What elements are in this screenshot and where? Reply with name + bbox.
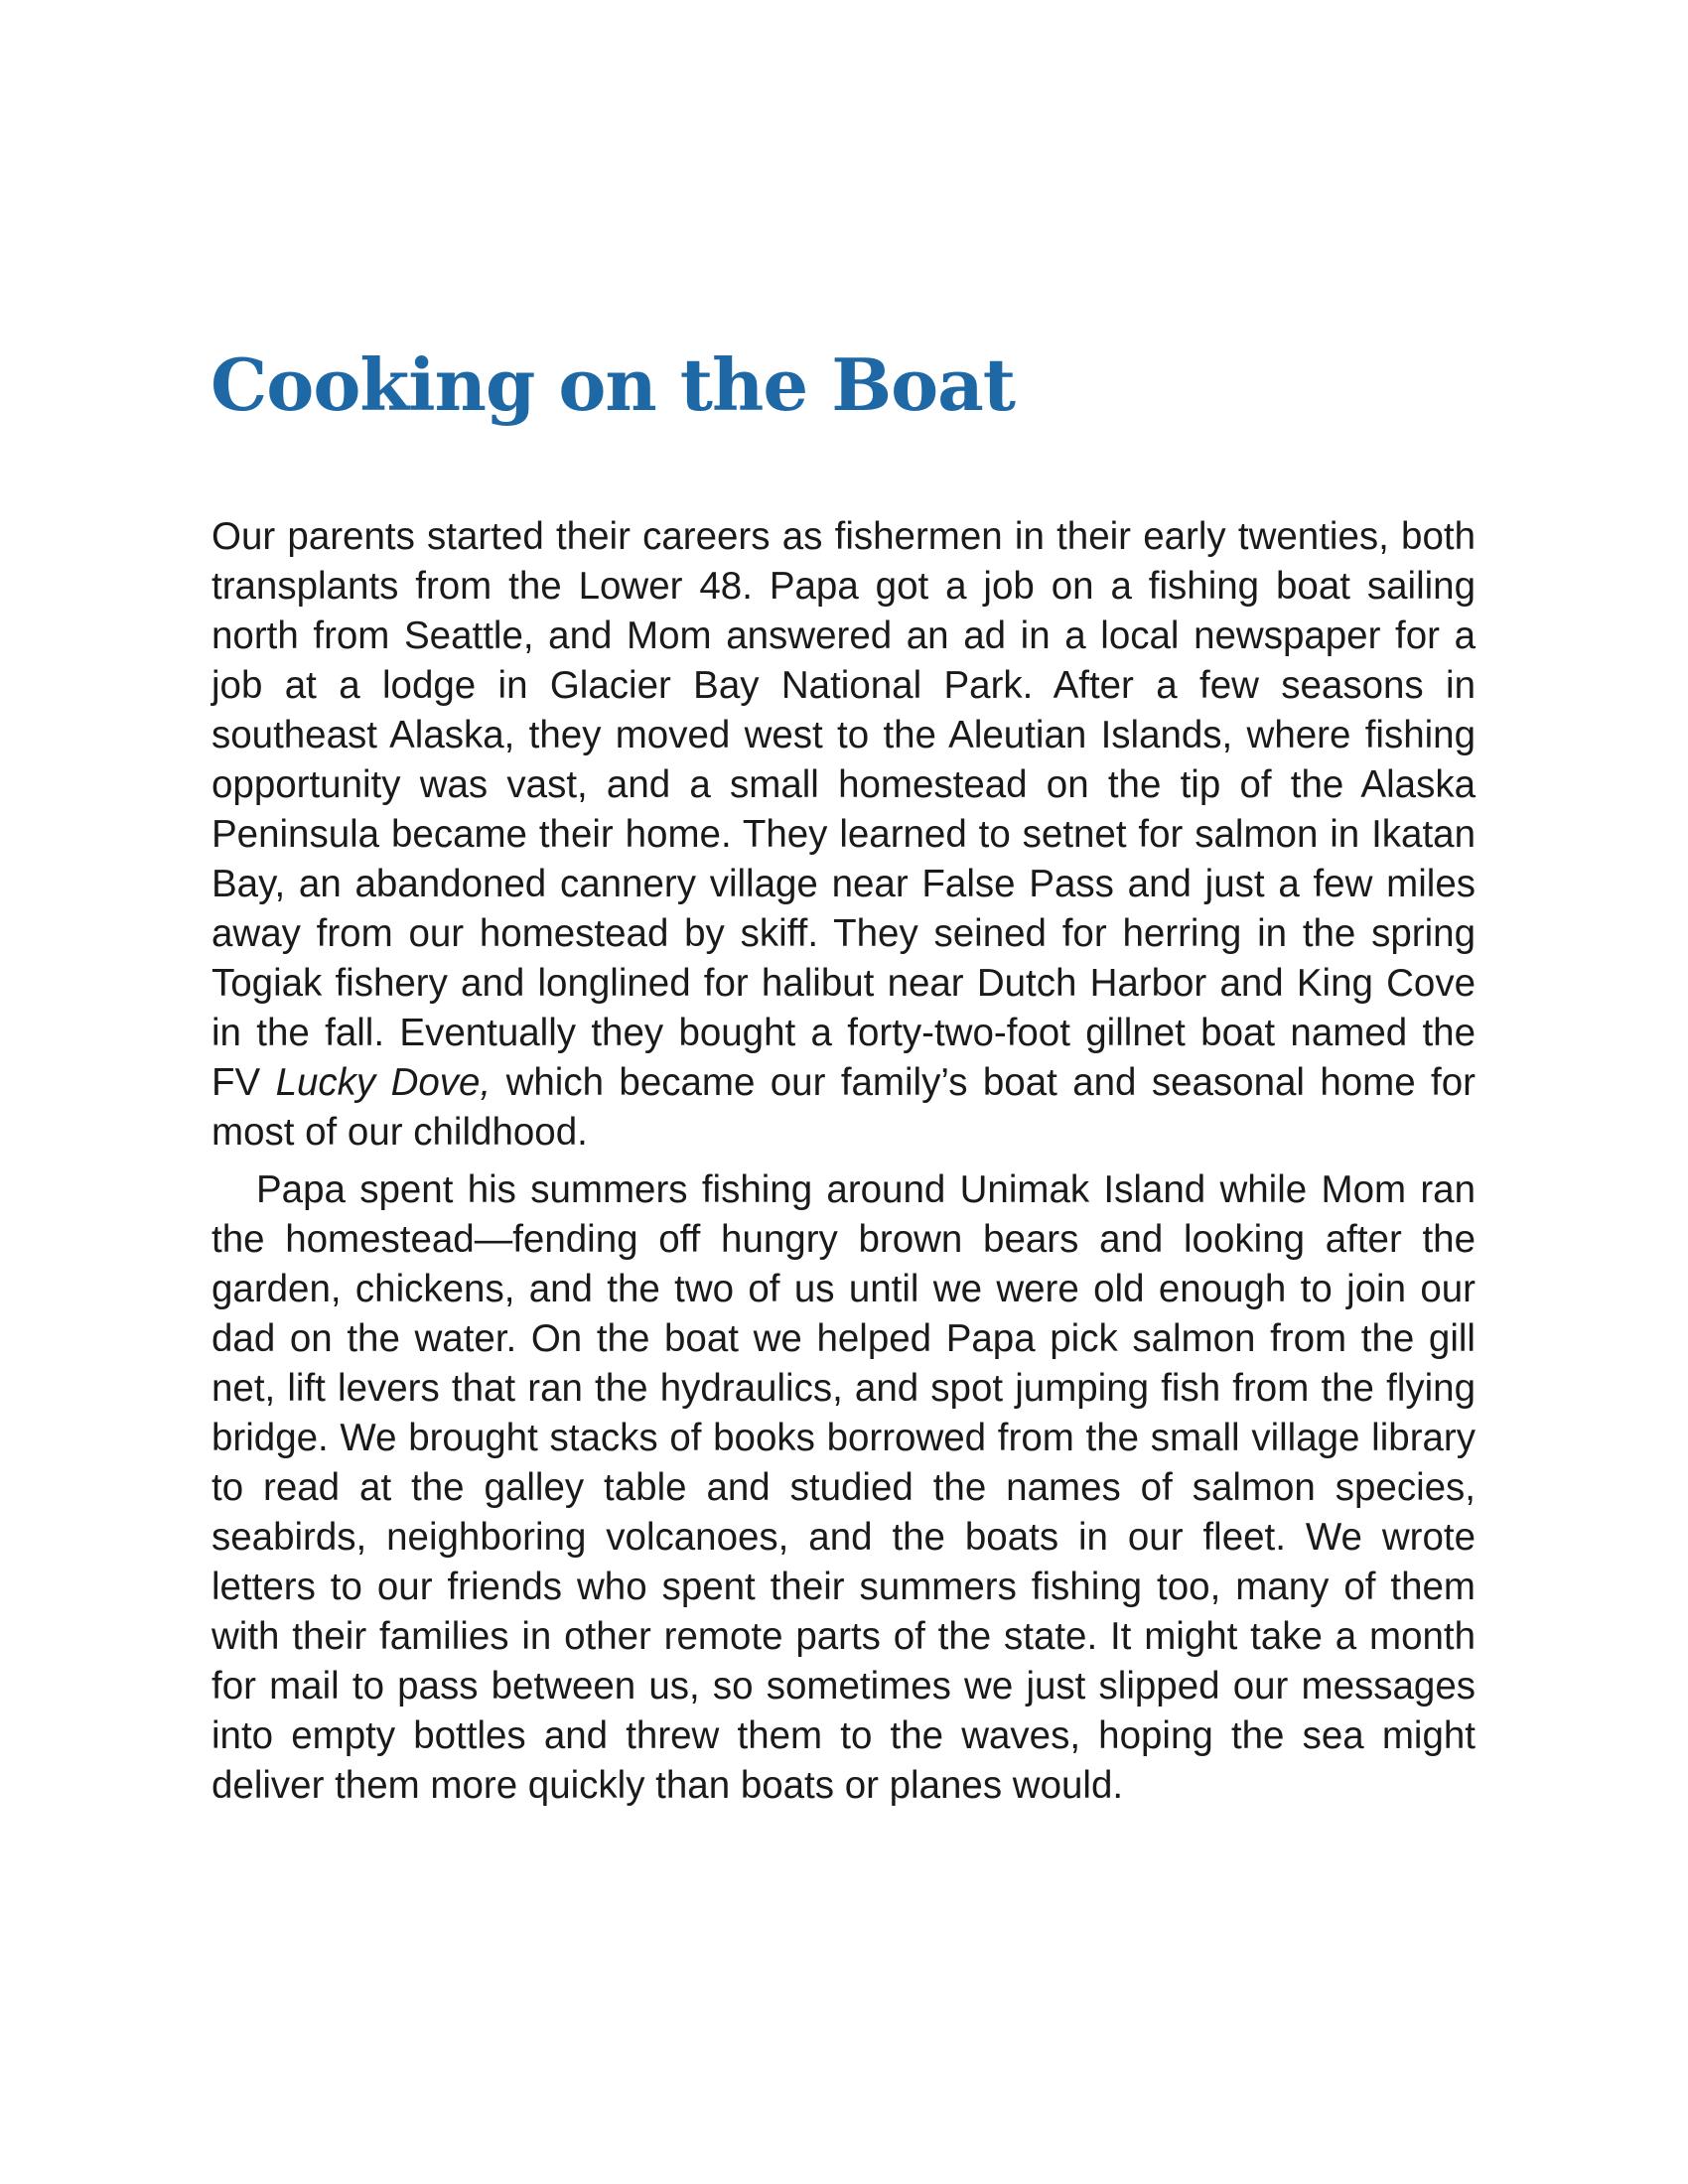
boat-name: Lucky Dove, <box>275 1061 492 1104</box>
paragraph-1 <box>211 512 1476 1158</box>
paragraph-1-text: Our parents started their careers as fishermen in their early twenties, both transplants from the Lower 48. Papa got a job on a fishing boat sailing north from Seattle, and Mom answered an ad in a local newspaper for a job at a lodge in Glacier Bay National Park. After a few seasons in southeast Alaska, they moved west to the Aleutian Islands, where fishing opportunity was vast, and a small homestead on the tip of the Alaska Peninsula became their home. They learned to setnet for salmon in Ikatan Bay, an abandoned cannery village near False Pass and just a few miles away from our homestead by skiff. They seined for herring in the spring Togiak fishery and longlined for halibut near Dutch Harbor and King Cove in the fall. Eventually they bought a forty-two-foot gillnet boat named the FV <box>211 515 1476 1104</box>
body-text <box>211 512 1476 1811</box>
paragraph-1-text-end: which became our family’s boat and seasonal home for most of our childhood. <box>211 1061 1476 1154</box>
chapter-title: Cooking on the Boat <box>211 342 1016 427</box>
paragraph-2: Papa spent his summers fishing around Unimak Island while Mom ran the homestead—fending off hungry brown bears and looking after the garden, chickens, and the two of us until we were old enough to join our dad on the water. On the boat we helped Papa pick salmon from the gill net, lift levers that ran the hydraulics, and spot jumping fish from the flying bridge. We brought stacks of books borrowed from the small village library to read at the galley table and studied the names of salmon species, seabirds, neighboring volcanoes, and the boats in our fleet. We wrote letters to our friends who spent their summers fishing too, many of them with their families in other remote parts of the state. It might take a month for mail to pass between us, so sometimes we just slipped our messages into empty bottles and threw them to the waves, hoping the sea might deliver them more quickly than boats or planes would. <box>211 1168 1476 1807</box>
